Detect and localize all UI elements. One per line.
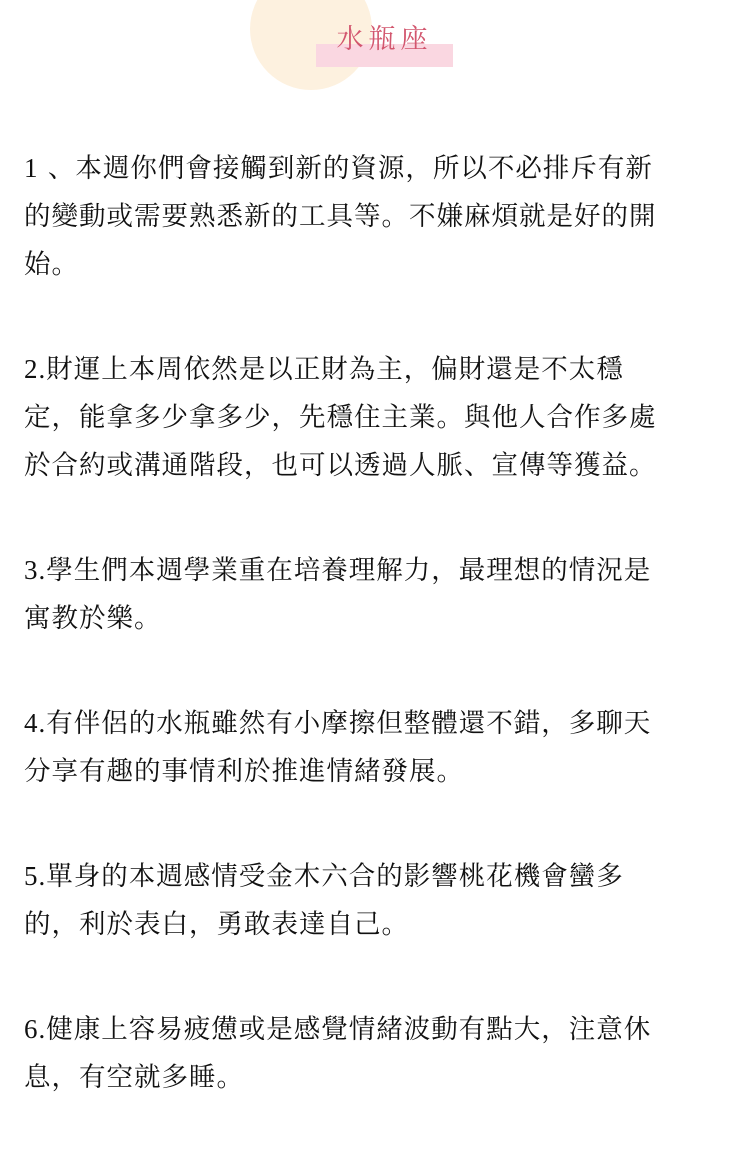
item-line: 於合約或溝通階段，也可以透過人脈、宣傳等獲益。: [24, 450, 657, 481]
item-line: 的，利於表白，勇敢表達自己。: [24, 909, 409, 940]
page-title: 水瓶座: [336, 24, 433, 55]
item-line: 的變動或需要熟悉新的工具等。不嫌麻煩就是好的開: [24, 201, 657, 232]
item-line: 定，能拿多少拿多少，先穩住主業。與他人合作多處: [24, 402, 657, 433]
horoscope-item-4: [24, 699, 744, 796]
horoscope-item-6: [24, 1005, 744, 1102]
item-number: 5.: [24, 861, 47, 891]
item-number: 2.: [24, 354, 47, 384]
header: [0, 0, 752, 100]
item-line: 單身的本週感情受金木六合的影響桃花機會蠻多: [46, 861, 624, 892]
item-line: 始。: [24, 249, 79, 280]
item-line: 財運上本周依然是以正財為主，偏財還是不太穩: [46, 354, 624, 385]
item-line: 健康上容易疲憊或是感覺情緒波動有點大，注意休: [46, 1014, 652, 1045]
horoscope-item-2: [24, 345, 744, 490]
item-number: 6.: [24, 1014, 47, 1044]
item-line: 、本週你們會接觸到新的資源，所以不必排斥有新: [38, 153, 653, 184]
horoscope-item-3: [24, 546, 744, 643]
item-number: 3.: [24, 555, 47, 585]
item-line: 息，有空就多睡。: [24, 1062, 244, 1093]
item-line: 有伴侶的水瓶雖然有小摩擦但整體還不錯，多聊天: [46, 708, 652, 739]
item-number: 4.: [24, 708, 47, 738]
item-line: 寓教於樂。: [24, 603, 162, 634]
horoscope-item-1: [24, 144, 744, 289]
item-line: 分享有趣的事情利於推進情緒發展。: [24, 756, 464, 787]
horoscope-content: [24, 144, 744, 1158]
item-number: 1: [24, 153, 39, 183]
item-line: 學生們本週學業重在培養理解力，最理想的情況是: [46, 555, 652, 586]
horoscope-item-5: [24, 852, 744, 949]
